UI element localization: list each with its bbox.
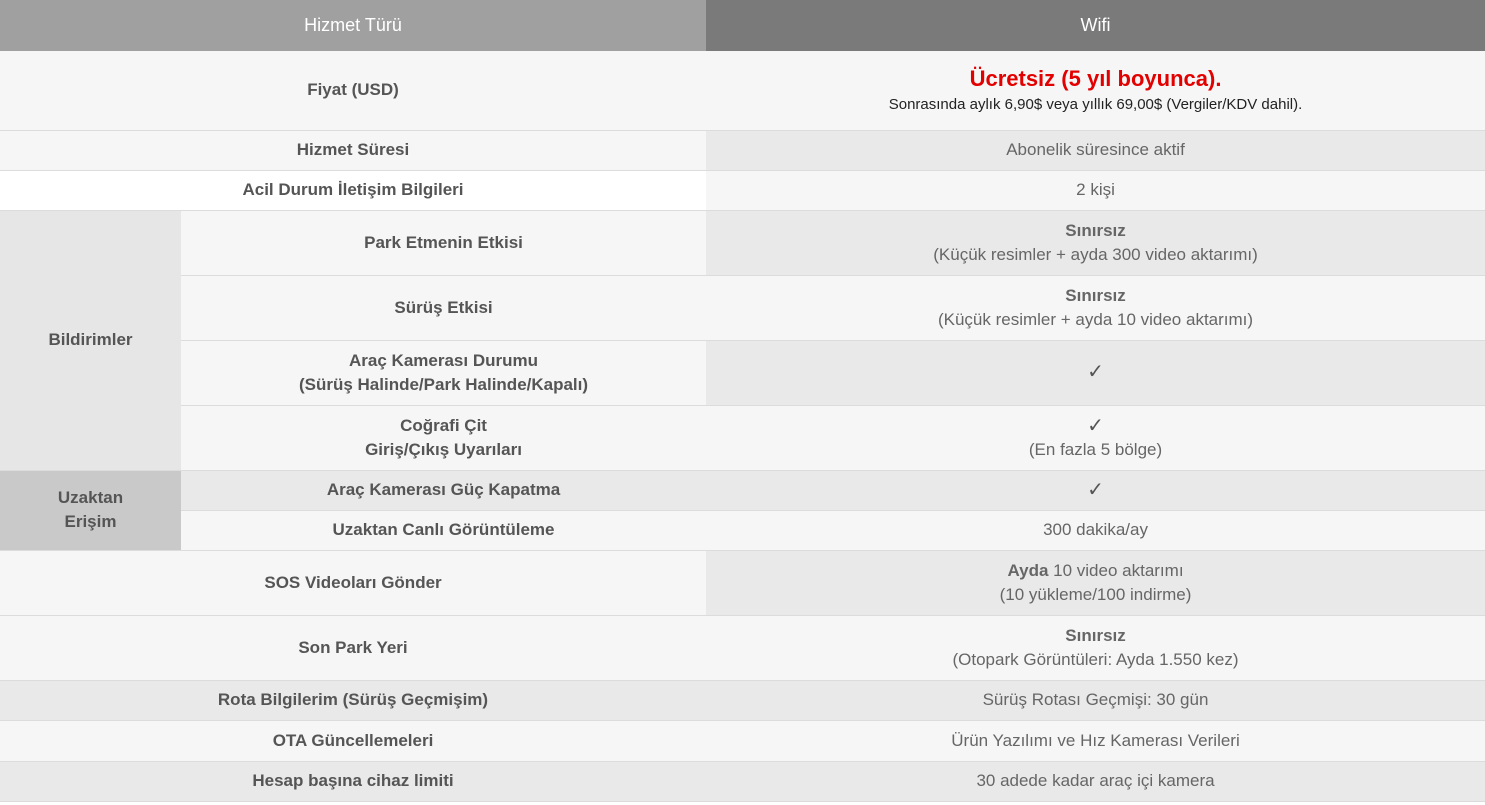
power-off-label: Araç Kamerası Güç Kapatma: [181, 470, 706, 510]
sos-value-detail: (10 yükleme/100 indirme): [999, 584, 1192, 604]
row-service-period: [0, 130, 1485, 170]
row-ota: [0, 720, 1485, 761]
sos-label: SOS Videoları Gönder: [0, 550, 706, 615]
emergency-contacts-label: Acil Durum İletişim Bilgileri: [0, 170, 706, 210]
notifications-group-label: Bildirimler: [0, 210, 181, 470]
geofence-sublabel: Giriş/Çıkış Uyarıları: [365, 439, 522, 459]
check-icon: ✓: [1087, 478, 1104, 501]
header-service-type: Hizmet Türü: [0, 0, 706, 51]
row-camera-status: [0, 340, 1485, 405]
table-header: [0, 0, 1485, 51]
check-icon: ✓: [1087, 414, 1104, 437]
service-period-label: Hizmet Süresi: [0, 130, 706, 170]
parking-impact-value: (Küçük resimler + ayda 300 video aktarımı): [933, 244, 1258, 264]
geofence-limit: (En fazla 5 bölge): [1028, 439, 1163, 459]
sos-value: 10 video aktarımı: [1048, 560, 1184, 580]
row-driving-impact: [0, 275, 1485, 340]
live-view-value: 300 dakika/ay: [706, 510, 1485, 550]
device-limit-label: Hesap başına cihaz limiti: [0, 761, 706, 801]
row-device-limit: [0, 761, 1485, 801]
geofence-label: Coğrafi Çit: [400, 415, 487, 435]
row-route: [0, 680, 1485, 720]
price-highlight: Ücretsiz (5 yıl boyunca).: [969, 66, 1222, 92]
header-wifi-plan: Wifi: [706, 0, 1485, 51]
price-note: Sonrasında aylık 6,90$ veya yıllık 69,00$ (Vergiler/KDV dahil).: [888, 96, 1303, 114]
row-sos: [0, 550, 1485, 615]
parking-impact-label: Park Etmenin Etkisi: [181, 210, 706, 275]
driving-impact-value-bold: Sınırsız: [1065, 285, 1126, 305]
price-label: Fiyat (USD): [0, 51, 706, 130]
last-park-value: (Otopark Görüntüleri: Ayda 1.550 kez): [952, 649, 1239, 669]
sos-value-bold: Ayda: [1007, 560, 1049, 580]
driving-impact-label: Sürüş Etkisi: [181, 275, 706, 340]
ota-label: OTA Güncellemeleri: [0, 720, 706, 761]
row-last-park: [0, 615, 1485, 680]
row-price: [0, 51, 1485, 130]
service-period-value: Abonelik süresince aktif: [706, 130, 1485, 170]
route-value: Sürüş Rotası Geçmişi: 30 gün: [706, 680, 1485, 720]
ota-value: Ürün Yazılımı ve Hız Kamerası Verileri: [706, 720, 1485, 761]
check-icon: ✓: [1087, 361, 1104, 383]
row-parking-impact: [0, 210, 1485, 275]
row-emergency-contacts: [0, 170, 1485, 210]
live-view-label: Uzaktan Canlı Görüntüleme: [181, 510, 706, 550]
row-power-off: [0, 470, 1485, 510]
last-park-value-bold: Sınırsız: [1065, 625, 1126, 645]
parking-impact-value-bold: Sınırsız: [1065, 220, 1126, 240]
camera-status-label: Araç Kamerası Durumu: [349, 350, 538, 370]
camera-status-sublabel: (Sürüş Halinde/Park Halinde/Kapalı): [298, 374, 589, 394]
route-label: Rota Bilgilerim (Sürüş Geçmişim): [0, 680, 706, 720]
device-limit-value: 30 adede kadar araç içi kamera: [706, 761, 1485, 801]
remote-access-group-label-2: Erişim: [64, 512, 117, 531]
row-live-view: [0, 510, 1485, 550]
last-park-label: Son Park Yeri: [0, 615, 706, 680]
row-geofence: [0, 405, 1485, 470]
driving-impact-value: (Küçük resimler + ayda 10 video aktarımı): [937, 309, 1254, 329]
remote-access-group-label: Uzaktan: [57, 488, 124, 507]
emergency-contacts-value: 2 kişi: [706, 170, 1485, 210]
